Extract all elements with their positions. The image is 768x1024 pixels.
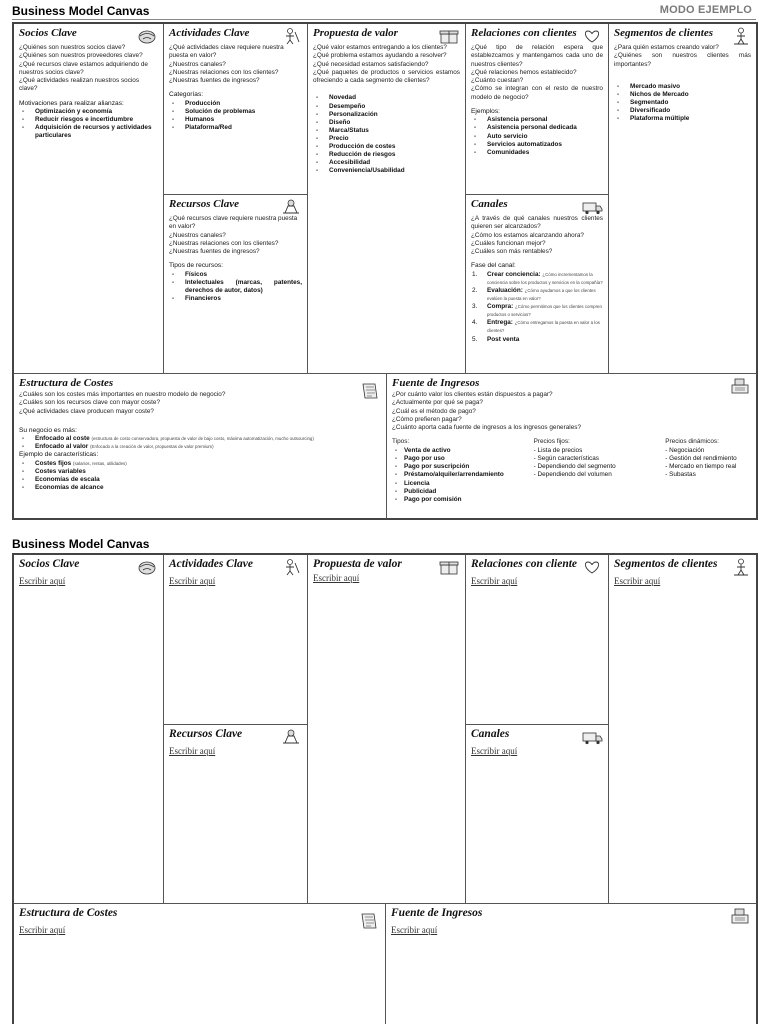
cell-fuente-ingresos: [387, 374, 756, 518]
subtitle: Su negocio es más:: [19, 426, 77, 434]
heart-icon: [581, 558, 603, 576]
cell-title: Socios Clave: [19, 558, 80, 570]
list-item: - Licencia: [392, 480, 534, 488]
questions: ¿Qué actividades clave requiere nuestra puesta en valor? ¿Nuestros canales? ¿Nuestras relaciones con los clientes? ¿Nuestras fuentes de ingresos?: [169, 44, 284, 85]
write-here-field[interactable]: Escribir aquí: [391, 925, 438, 935]
list-item: - Costes fijos (salarios, rentas, utilidades): [19, 460, 381, 468]
list-item: - Publicidad: [392, 488, 534, 496]
list-item: - Pago por comisión: [392, 496, 534, 504]
cell-estructura-costes: [14, 904, 386, 1024]
list-item: - Lista de precios: [533, 446, 583, 454]
handshake-icon: [136, 27, 158, 45]
list-item: - Pago por suscripción: [392, 463, 534, 471]
template-title: Business Model Canvas: [12, 537, 150, 551]
mode-label: MODO EJEMPLO: [659, 4, 752, 16]
questions: ¿Qué valor estamos entregando a los clientes? ¿Qué problema estamos ayudando a resolver? ¿Qué necesidad estamos satisfaciendo? ¿Qué paquetes de productos o servicios estamos ofreciendo a cada segmento de clientes?: [313, 44, 460, 85]
cell-socios-clave: [14, 555, 164, 904]
list-item: - Dependiendo del segmento: [533, 463, 616, 471]
cost-features-list: [19, 460, 381, 492]
list-item: - Optimización y economía: [19, 108, 158, 116]
cell-title: Recursos Clave: [169, 728, 243, 740]
cell-canales: [466, 725, 609, 904]
truck-icon: [581, 728, 603, 746]
list-item: - Economías de escala: [19, 476, 381, 484]
cell-title: Fuente de Ingresos: [391, 907, 483, 919]
list-item: - Mercado en tiempo real: [665, 463, 737, 471]
list-item: - Asistencia personal dedicada: [471, 124, 603, 132]
write-here-field[interactable]: Escribir aquí: [169, 746, 216, 756]
list-item: - Subastas: [665, 471, 696, 479]
fixed-prices-column: Precios fijos: - Lista de precios - Según características - Dependiendo del segmento - Dependiendo del volumen: [534, 438, 666, 504]
list-item: - Costes variables: [19, 468, 381, 476]
heart-icon: [581, 27, 603, 45]
receipt-icon: [358, 912, 380, 930]
questions: ¿Por cuánto valor los clientes están dispuestos a pagar? ¿Actualmente por qué se paga? ¿Cuál es el método de pago? ¿Cómo prefieren pagar? ¿Cuánto aporta cada fuente de ingresos a los ingresos generales?: [392, 391, 582, 432]
questions: ¿Qué recursos clave requiere nuestra puesta en valor? ¿Nuestros canales? ¿Nuestras relaciones con los clientes? ¿Nuestras fuentes de ingresos?: [169, 215, 298, 256]
person-icon: [729, 27, 751, 45]
list-item: 1. Crear conciencia: ¿Cómo incrementamos la conciencia sobre los productos y servicios en la compañía?: [472, 270, 603, 285]
cell-actividades-clave: [164, 24, 308, 195]
cell-segmentos-clientes: [609, 555, 756, 904]
cell-fuente-ingresos: [386, 904, 756, 1024]
cell-relaciones-clientes: [466, 24, 609, 195]
list-item: - Comunidades: [471, 149, 603, 157]
list-item: - Economías de alcance: [19, 484, 381, 492]
cell-title: Segmentos de clientes: [614, 558, 718, 570]
subtitle: Ejemplos:: [471, 108, 500, 116]
list-item: - Dependiendo del volumen: [533, 471, 612, 479]
list-item: - Precio: [313, 135, 460, 143]
cell-title: Actividades Clave: [169, 558, 253, 570]
list-item: - Accesibilidad: [313, 159, 460, 167]
channel-phases-list: [471, 271, 603, 344]
list-item: - Auto servicio: [471, 133, 603, 141]
cell-title: Propuesta de valor: [313, 27, 398, 39]
resources-icon: [280, 728, 302, 746]
dynamic-prices-column: Precios dinámicos: - Negociación - Gestión del rendimiento - Mercado en tiempo real - Subastas: [665, 438, 751, 504]
revenue-columns: [392, 438, 751, 504]
worker-icon: [280, 558, 302, 576]
list-item: - Reducción de riesgos: [313, 151, 460, 159]
cell-recursos-clave: [164, 725, 308, 904]
person-icon: [729, 558, 751, 576]
cell-title: Canales: [471, 728, 510, 740]
list-item: - Enfocado al coste (estructura de costo conservadora, propuesta de valor de bajo costo, máxima automatización, mucho outsourcing): [19, 435, 381, 443]
cell-segmentos-clientes: [609, 24, 756, 374]
cell-canales: [466, 195, 609, 374]
list-item: - Físicos: [169, 271, 302, 279]
list-item: - Intelectuales (marcas, patentes, derechos de autor, datos): [169, 279, 302, 295]
cell-actividades-clave: [164, 555, 308, 725]
cell-recursos-clave: [164, 195, 308, 374]
write-here-field[interactable]: Escribir aquí: [19, 576, 66, 586]
list-item: - Conveniencia/Usabilidad: [313, 167, 460, 175]
list-item: - Negociación: [665, 446, 705, 454]
list-item: - Reducir riesgos e incertidumbre: [19, 116, 158, 124]
cell-title: Estructura de Costes: [19, 377, 114, 389]
write-here-field[interactable]: Escribir aquí: [614, 576, 661, 586]
cell-estructura-costes: [14, 374, 387, 518]
write-here-field[interactable]: Escribir aquí: [169, 576, 216, 586]
title-divider: [12, 19, 756, 20]
resource-types-list: [169, 271, 302, 303]
list-item: - Venta de activo: [392, 447, 534, 455]
subtitle: Fase del canal:: [471, 262, 516, 270]
list-item: - Préstamo/alquiler/arrendamiento: [392, 471, 534, 479]
list-item: 3. Compra: ¿Cómo permitimos que los clientes compren productos o servicios?: [472, 303, 602, 318]
cash-register-icon: [729, 907, 751, 925]
list-item: - Enfocado al valor (Enfocado a la creación de valor, propuestas de valor premium): [19, 443, 381, 451]
list-item: 2. Evaluación: ¿Cómo ayudamos a que los clientes evalúen la puesta en valor?: [472, 286, 596, 302]
list-item: 5. Post venta: [472, 335, 520, 343]
cell-socios-clave: [14, 24, 164, 374]
resources-icon: [280, 198, 302, 216]
list-item: - Servicios automatizados: [471, 141, 603, 149]
list-item: - Novedad: [313, 94, 460, 102]
list-item: - Pago por uso: [392, 455, 534, 463]
list-item: - Según características: [533, 454, 599, 462]
categories-list: [169, 100, 302, 132]
list-item: - Desempeño: [313, 103, 460, 111]
segments-list: [614, 83, 751, 123]
cell-title: Recursos Clave: [169, 198, 239, 210]
list-item: - Financieros: [169, 295, 302, 303]
list-item: - Marca/Status: [313, 127, 460, 135]
cell-propuesta-valor: [308, 555, 466, 904]
questions: ¿A través de qué canales nuestros clientes quieren ser alcanzados? ¿Cómo los estamos alcanzando ahora? ¿Cuáles funcionan mejor? ¿Cuáles son más rentables?: [471, 215, 603, 256]
worker-icon: [280, 27, 302, 45]
write-here-field[interactable]: Escribir aquí: [471, 746, 518, 756]
motivations-list: [19, 108, 158, 140]
gift-icon: [438, 558, 460, 576]
value-list: [313, 94, 460, 175]
example-canvas: [12, 22, 758, 520]
cell-title: Socios Clave: [19, 27, 77, 39]
cell-title: Estructura de Costes: [19, 907, 118, 919]
subtitle: Ejemplo de características:: [19, 451, 99, 459]
list-item: - Asistencia personal: [471, 116, 603, 124]
questions: ¿Cuáles son los costes más importantes en nuestro modelo de negocio? ¿Cuáles son los recursos clave con mayor coste? ¿Qué actividades clave producen mayor coste?: [19, 391, 226, 415]
cell-title: Actividades Clave: [169, 27, 250, 39]
list-item: - Nichos de Mercado: [614, 91, 751, 99]
list-item: - Gestión del rendimiento: [665, 454, 737, 462]
gift-icon: [438, 27, 460, 45]
subtitle: Tipos de recursos:: [169, 262, 223, 270]
cell-relaciones-clientes: [466, 555, 609, 725]
list-item: - Producción de costes: [313, 143, 460, 151]
cash-register-icon: [729, 377, 751, 395]
cell-title: Fuente de Ingresos: [392, 377, 480, 389]
handshake-icon: [136, 558, 158, 576]
cell-title: Canales: [471, 198, 508, 210]
cost-drivers-list: [19, 435, 381, 451]
questions: ¿Qué tipo de relación espera que establezcamos y mantengamos cada uno de nuestros clientes? ¿Qué relaciones hemos establecido? ¿Cuánto cuestan? ¿Cómo se integran con el resto de nuestro modelo de negocio?: [471, 44, 603, 101]
write-here-field[interactable]: Escribir aquí: [313, 573, 360, 583]
subtitle: Categorías:: [169, 91, 204, 99]
cell-title: Segmentos de clientes: [614, 27, 713, 39]
cell-title: Relaciones con clientes: [471, 27, 577, 39]
list-item: - Diseño: [313, 119, 460, 127]
cell-title: Relaciones con cliente: [471, 558, 578, 570]
list-item: - Adquisición de recursos y actividades particulares: [19, 124, 158, 140]
list-item: - Solución de problemas: [169, 108, 302, 116]
truck-icon: [581, 198, 603, 216]
write-here-field[interactable]: Escribir aquí: [19, 925, 66, 935]
list-item: - Mercado masivo: [614, 83, 751, 91]
list-item: - Personalización: [313, 111, 460, 119]
list-item: - Segmentado: [614, 99, 751, 107]
questions: ¿Para quién estamos creando valor? ¿Quiénes son nuestros clientes más importantes?: [614, 44, 751, 68]
relation-examples-list: [471, 116, 603, 156]
template-canvas: [12, 553, 758, 1024]
cell-propuesta-valor: [308, 24, 466, 374]
list-item: - Humanos: [169, 116, 302, 124]
list-item: - Plataforma/Red: [169, 124, 302, 132]
questions: ¿Quiénes son nuestros socios clave? ¿Quiénes son nuestros proveedores clave? ¿Qué recursos clave estamos adquiriendo de nuestros socios clave? ¿Qué actividades realizan nuestros socios clave?: [19, 44, 148, 93]
revenue-types-column: Tipos: - Venta de activo - Pago por uso - Pago por suscripción - Préstamo/alquiler/arrendamiento - Licencia - Publicidad - Pago por comisión: [392, 438, 534, 504]
list-item: - Diversificado: [614, 107, 751, 115]
list-item: 4. Entrega: ¿Cómo entregamos la puesta en valor a los clientes?: [472, 319, 600, 334]
list-item: - Producción: [169, 100, 302, 108]
cell-title: Propuesta de valor: [313, 558, 402, 570]
subtitle: Motivaciones para realizar alianzas:: [19, 99, 124, 107]
page-title: Business Model Canvas: [12, 4, 150, 18]
list-item: - Plataforma múltiple: [614, 115, 751, 123]
write-here-field[interactable]: Escribir aquí: [471, 576, 518, 586]
receipt-icon: [359, 382, 381, 400]
